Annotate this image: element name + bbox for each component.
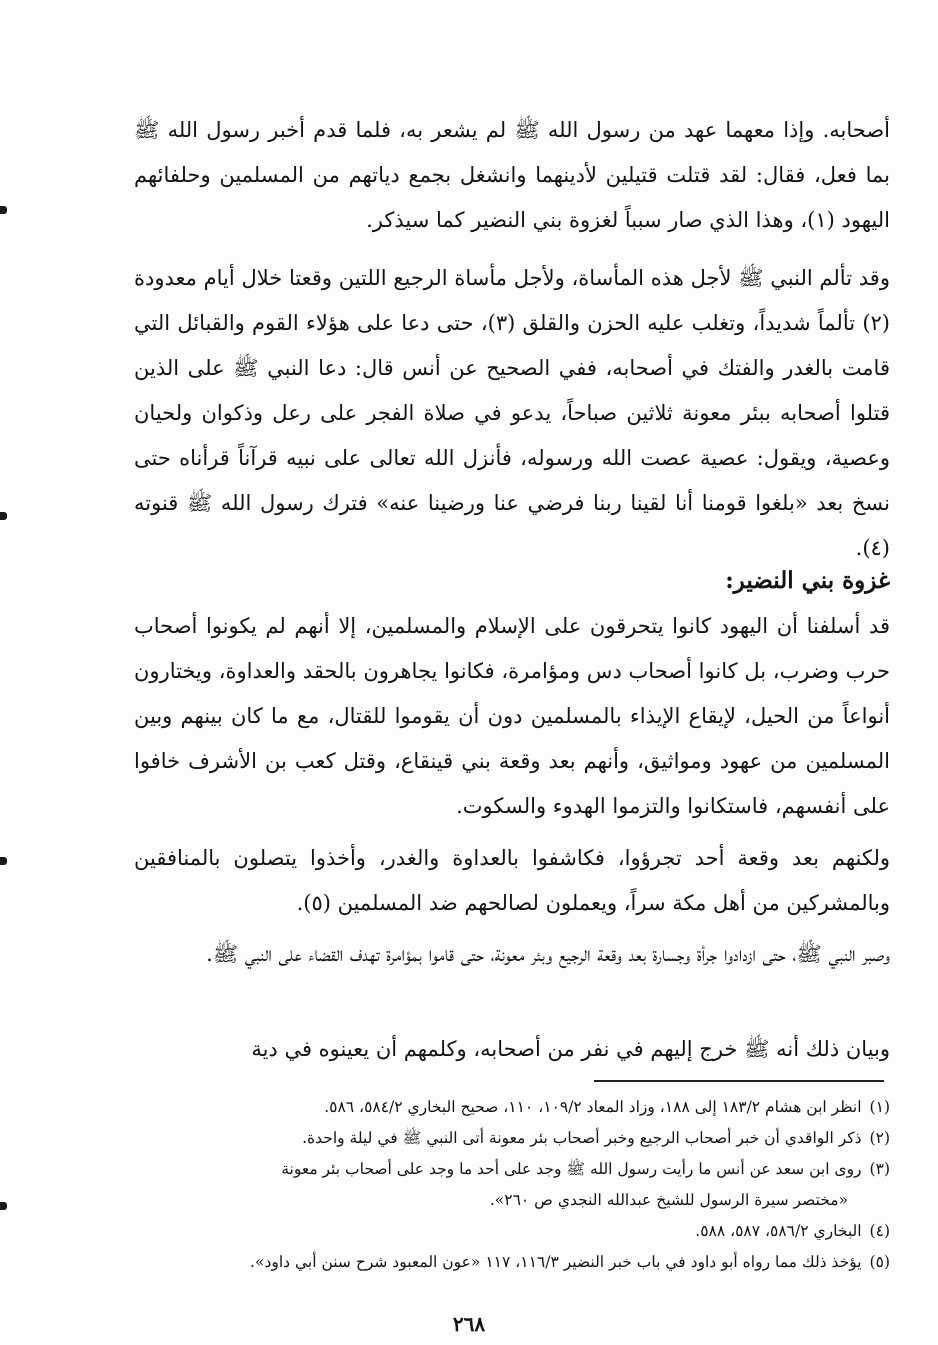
footnote-number: (١) bbox=[869, 1098, 890, 1116]
footnote-2 bbox=[134, 1123, 890, 1154]
footnote-4 bbox=[134, 1216, 890, 1247]
footnote-divider bbox=[594, 1080, 884, 1082]
footnote-3 bbox=[134, 1154, 890, 1185]
paragraph-5: وصبر النبي ﷺ، حتى ازدادوا جرأة وجسارة بعد وقعة الرجيع وبئر معونة، حتى قاموا بمؤامرة تهدف القضاء على النبي ﷺ. bbox=[206, 942, 890, 966]
binding-mark bbox=[0, 512, 7, 520]
footnote-text: «مختصر سيرة الرسول للشيخ عبدالله النجدي ص ٢٦٠». bbox=[489, 1191, 848, 1209]
footnote-text: انظر ابن هشام ١٨٣/٢ إلى ١٨٨، وزاد المعاد ١٠٩/٢، ١١٠، صحيح البخاري ٥٨٤/٢، ٥٨٦. bbox=[324, 1098, 862, 1116]
paragraph-4: ولكنهم بعد وقعة أحد تجرؤوا، فكاشفوا بالعداوة والغدر، وأخذوا يتصلون بالمنافقين وبالمشركين من أهل مكة سراً، ويعملون لصالحهم ضد المسلمين (٥). bbox=[134, 846, 890, 915]
paragraph-6: وبيان ذلك أنه ﷺ خرج إليهم في نفر من أصحابه، وكلمهم أن يعينوه في دية bbox=[251, 1037, 890, 1061]
paragraph-2: وقد تألم النبي ﷺ لأجل هذه المأساة، ولأجل مأساة الرجيع اللتين وقعتا خلال أيام معدودة (٢) تألماً شديداً، وتغلب عليه الحزن والقلق (٣)، حتى دعا على هؤلاء القوم والقبائل التي قامت بالغدر والفتك في أصحابه، ففي الصحيح عن أنس قال: دعا النبي ﷺ على الذين قتلوا أصحابه ببئر معونة ثلاثين صباحاً، يدعو في صلاة الفجر على رعل وذكوان ولحيان وعصية، ويقول: عصية عصت الله ورسوله، فأنزل الله تعالى على نبيه قرآناً قرأناه حتى نسخ بعد «بلغوا قومنا أنا لقينا ربنا فرضي عنا ورضينا عنه» فترك رسول الله ﷺ قنوته (٤). bbox=[134, 266, 890, 560]
footnote-number: (٥) bbox=[869, 1253, 890, 1271]
binding-mark bbox=[0, 206, 7, 214]
binding-mark bbox=[0, 1202, 7, 1210]
footnote-3-continued bbox=[134, 1185, 890, 1216]
section-heading: غزوة بني النضير: bbox=[725, 567, 890, 594]
footnote-1 bbox=[134, 1092, 890, 1123]
paragraph-1: أصحابه. وإذا معهما عهد من رسول الله ﷺ لم يشعر به، فلما قدم أخبر رسول الله ﷺ بما فعل، فقال: لقد قتلت قتيلين لأدينهما وانشغل بجمع دياتهم من المسلمين وحلفائهم اليهود (١)، وهذا الذي صار سبباً لغزوة بني النضير كما سيذكر. bbox=[134, 118, 890, 232]
footnote-text: ذكر الواقدي أن خبر أصحاب الرجيع وخبر أصحاب بئر معونة أتى النبي ﷺ في ليلة واحدة. bbox=[302, 1129, 862, 1147]
footnote-5 bbox=[134, 1247, 890, 1278]
footnote-text: البخاري ٥٨٦/٢، ٥٨٧، ٥٨٨. bbox=[695, 1222, 862, 1240]
footnote-number: (٢) bbox=[869, 1129, 890, 1147]
footnote-text: روى ابن سعد عن أنس ما رأيت رسول الله ﷺ وجد على أحد ما وجد على أصحاب بئر معونة bbox=[281, 1160, 862, 1178]
binding-mark bbox=[0, 857, 7, 865]
page-number: ٢٦٨ bbox=[452, 1312, 486, 1336]
footnote-text: يؤخذ ذلك مما رواه أبو داود في باب خبر النضير ١١٦/٣، ١١٧ «عون المعبود شرح سنن أبي داود». bbox=[250, 1253, 862, 1271]
footnote-number: (٤) bbox=[869, 1222, 890, 1240]
paragraph-3: قد أسلفنا أن اليهود كانوا يتحرقون على الإسلام والمسلمين، إلا أنهم لم يكونوا أصحاب حرب وضرب، بل كانوا أصحاب دس ومؤامرة، فكانوا يجاهرون بالحقد والعداوة، ويختارون أنواعاً من الحيل، لإيقاع الإيذاء بالمسلمين دون أن يقوموا للقتال، مع ما كان بينهم وبين المسلمين من عهود ومواثيق، وأنهم بعد وقعة بني قينقاع، وقتل كعب بن الأشرف خافوا على أنفسهم، فاستكانوا والتزموا الهدوء والسكوت. bbox=[134, 614, 890, 818]
footnote-number: (٣) bbox=[869, 1160, 890, 1178]
footnotes bbox=[134, 1092, 890, 1278]
